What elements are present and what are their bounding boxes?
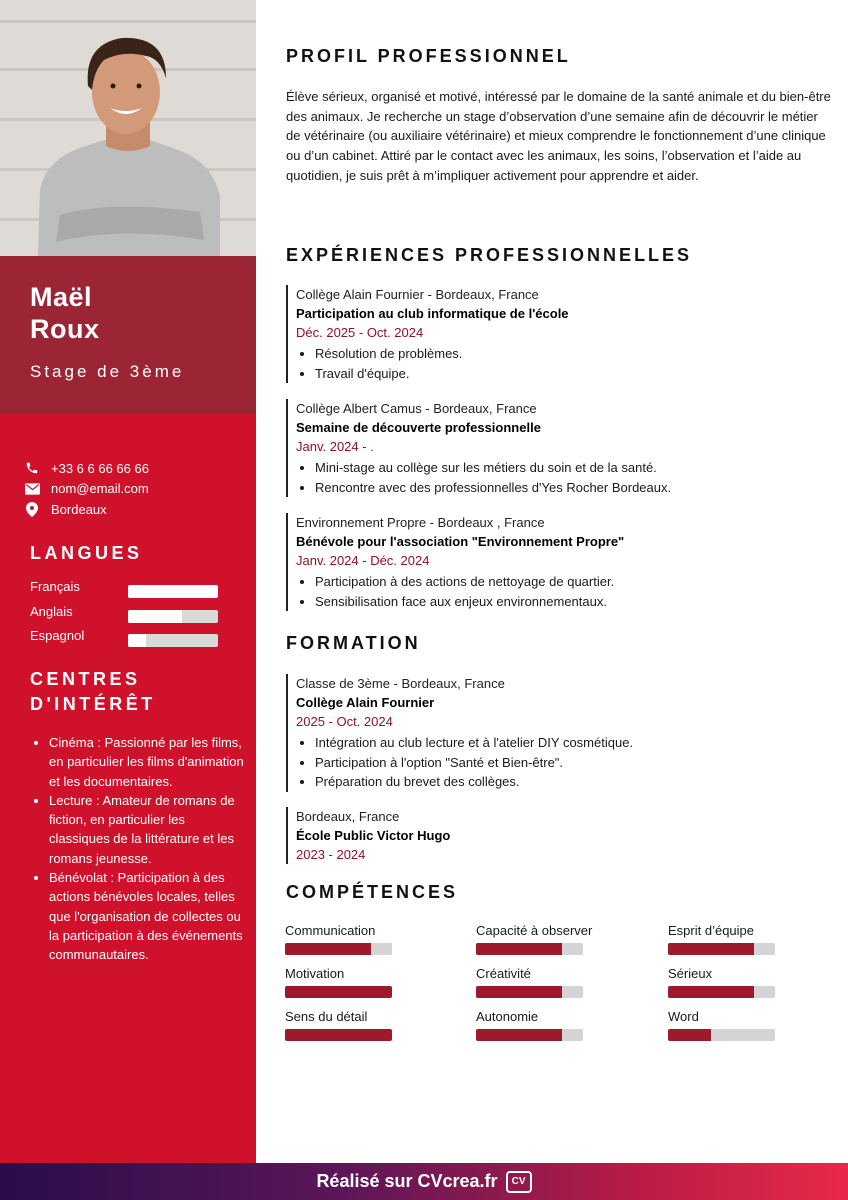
skill-level-bar [285,1029,392,1041]
languages-title: LANGUES [30,543,143,563]
contact-phone[interactable] [24,458,244,479]
profile-title: PROFIL PROFESSIONNEL [286,46,571,66]
entry-bullet: • Préparation du brevet des collèges. [315,772,841,792]
phone-icon [24,460,40,476]
name-block [0,256,256,414]
language-row [30,625,218,649]
entry-bullet: • Participation à des actions de nettoyage de quartier. [315,572,841,592]
city-text: Bordeaux [51,501,107,517]
entry-bullet: • Sensibilisation face aux enjeux environnementaux. [315,592,841,612]
entry-date: Déc. 2025 - Oct. 2024 [296,325,424,340]
entry-bullets [296,458,841,497]
education-title: FORMATION [286,633,421,653]
skill-label: Sérieux [668,966,713,981]
profile-text: Élève sérieux, organisé et motivé, intéressé par le domaine de la santé animale et du bien-être des animaux. Je recherche un stage d’observation d’une semaine afin de découvrir le métier de vétérinaire (ou auxiliaire vétérinaire) et mieux comprendre le fonctionnement d’une clinique ou d’un cabinet. Attiré par le contact avec les animaux, les soins, l’observation et l’aide au quotidien, je suis prêt à m’impliquer activement pour apprendre et aider. [286,89,831,183]
entry-bullet: • Participation à l'option "Santé et Bien-être". [315,753,841,773]
language-level-fill [128,634,146,647]
skill-item [668,923,776,963]
skill-level-bar [476,986,583,998]
entry-role: Bénévole pour l'association "Environnement Propre" [296,534,625,549]
profile-photo [0,0,256,256]
skill-level-fill [668,1029,711,1041]
entry-role: Collège Alain Fournier [296,695,435,710]
skill-item [668,966,776,1006]
skill-item [285,923,393,963]
language-row [30,576,218,600]
language-level-fill [128,585,218,598]
interests-title-line: CENTRES [30,669,141,689]
footer-text: Réalisé sur CVcrea.fr [316,1171,498,1191]
skill-item [285,1009,393,1049]
cv-logo-icon: CV [506,1171,532,1193]
skill-item [476,966,584,1006]
skill-label: Esprit d’équipe [668,923,754,938]
skill-label: Sens du détail [285,1009,368,1024]
skill-level-bar [476,943,583,955]
entry-org: Collège Alain Fournier - Bordeaux, France [296,287,539,302]
interest-item: • Cinéma : Passionné par les films, en particulier les films d'animation et les documentaires. [49,733,245,791]
skill-level-fill [668,943,754,955]
experience-entry [286,285,841,383]
entry-date: Janv. 2024 - . [296,439,374,454]
skill-label: Word [668,1009,699,1024]
language-label: Espagnol [30,628,85,643]
language-level-bar [128,634,218,647]
skill-level-bar [285,943,392,955]
entry-date: 2023 - 2024 [296,847,366,862]
entry-role: Semaine de découverte professionnelle [296,420,541,435]
entry-org: Environnement Propre - Bordeaux , France [296,515,545,530]
interest-item: • Lecture : Amateur de romans de fiction, en particulier les classiques de la littérature et les romans jeunesse. [49,791,245,868]
entry-date: Janv. 2024 - Déc. 2024 [296,553,430,568]
skill-item [476,1009,584,1049]
skill-label: Communication [285,923,376,938]
skill-label: Autonomie [476,1009,539,1024]
experience-entry [286,513,841,611]
contact-city [24,499,244,520]
skill-level-fill [476,986,562,998]
skill-level-bar [668,986,775,998]
experience-entry [286,399,841,497]
location-pin-icon [24,501,40,517]
interests-title [30,667,156,717]
skill-item [285,966,393,1006]
interest-item: • Bénévolat : Participation à des actions bénévoles locales, telles que l'organisation de collectes ou la participation à des événements communautaires. [49,868,245,964]
last-name: Roux [30,314,100,344]
entry-bullets [296,572,841,611]
skill-level-bar [668,1029,775,1041]
skill-level-bar [285,986,392,998]
education-entry [286,807,841,864]
skill-label: Créativité [476,966,531,981]
footer-banner[interactable] [0,1163,848,1200]
entry-role: Participation au club informatique de l'école [296,306,569,321]
entry-bullet: • Mini-stage au collège sur les métiers du soin et de la santé. [315,458,841,478]
skill-level-bar [668,943,775,955]
language-label: Français [30,579,80,594]
entry-org: Classe de 3ème - Bordeaux, France [296,676,505,691]
phone-text: +33 6 6 66 66 66 [51,460,149,476]
language-level-bar [128,585,218,598]
skill-level-fill [285,1029,392,1041]
email-icon [24,481,40,497]
email-text: nom@email.com [51,481,149,497]
interests-title-line: D'INTÉRÊT [30,694,156,714]
first-name: Maël [30,282,93,312]
language-level-bar [128,610,218,623]
entry-date: 2025 - Oct. 2024 [296,714,393,729]
person-photo-illustration [0,0,256,256]
entry-bullet: • Rencontre avec des professionnelles d'Yes Rocher Bordeaux. [315,478,841,498]
entry-bullet: • Travail d'équipe. [315,364,841,384]
skill-level-fill [476,1029,562,1041]
skill-level-fill [285,986,392,998]
skill-level-fill [668,986,754,998]
entry-bullets [296,733,841,792]
interests-list [30,733,245,965]
skill-label: Capacité à observer [476,923,593,938]
skill-label: Motivation [285,966,345,981]
entry-role: École Public Victor Hugo [296,828,451,843]
skill-item [668,1009,776,1049]
sidebar [0,0,256,1163]
skill-level-fill [476,943,562,955]
entry-bullet: • Résolution de problèmes. [315,344,841,364]
contact-email[interactable] [24,479,244,500]
skills-title: COMPÉTENCES [286,882,459,902]
entry-bullet: • Intégration au club lecture et à l'atelier DIY cosmétique. [315,733,841,753]
language-row [30,601,218,625]
education-entry [286,674,841,792]
contact-list [24,458,244,520]
skill-level-fill [285,943,371,955]
language-level-fill [128,610,182,623]
language-label: Anglais [30,604,73,619]
entry-bullets [296,344,841,383]
skill-item [476,923,593,963]
entry-org: Bordeaux, France [296,809,400,824]
experience-title: EXPÉRIENCES PROFESSIONNELLES [286,245,693,265]
job-title: Stage de 3ème [30,362,185,381]
skill-level-bar [476,1029,583,1041]
entry-org: Collège Albert Camus - Bordeaux, France [296,401,537,416]
